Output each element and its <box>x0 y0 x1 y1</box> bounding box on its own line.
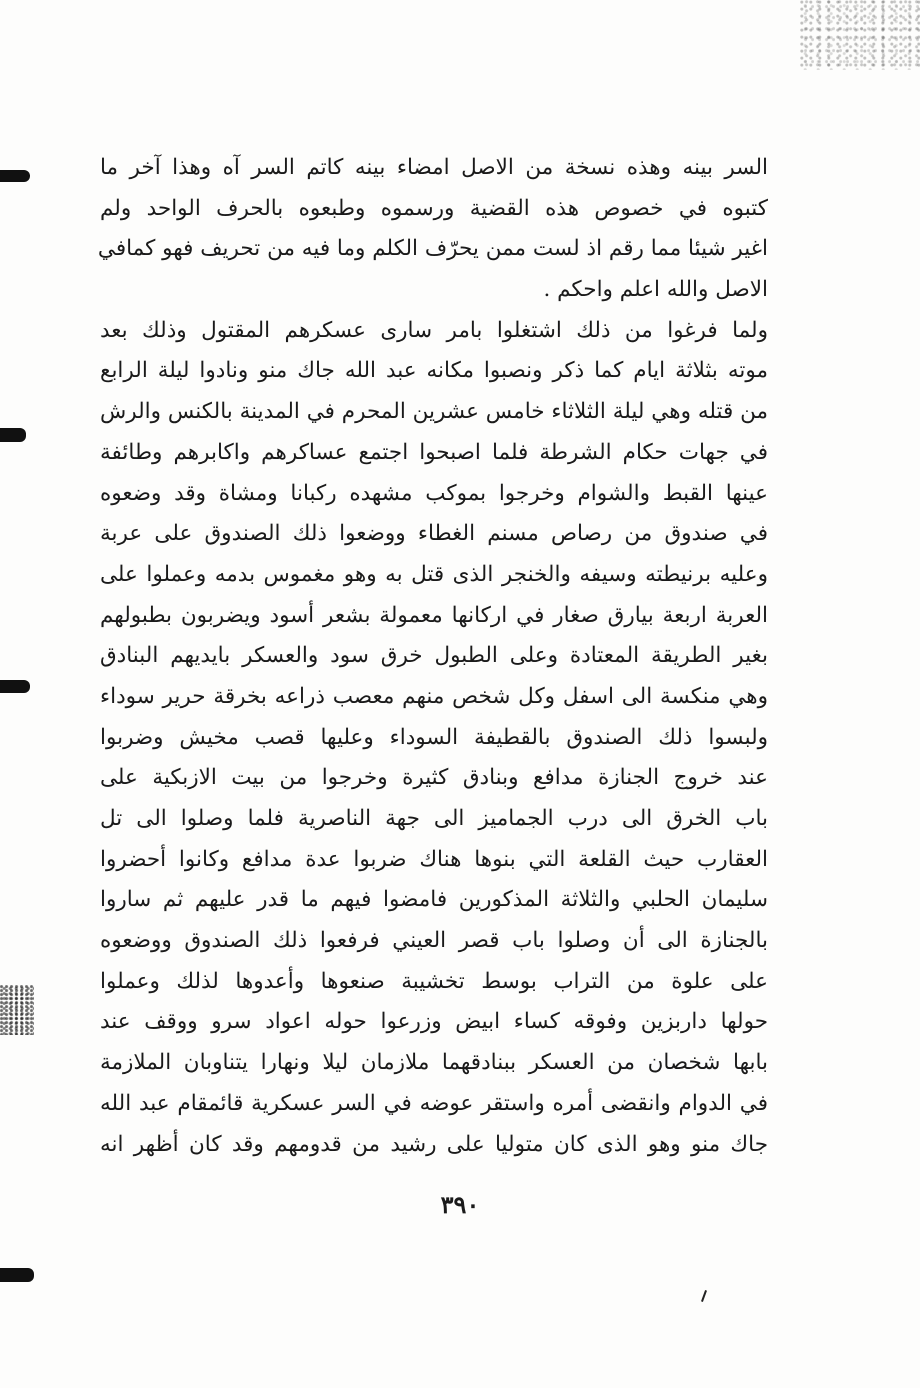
page-number: ٣٩٠ <box>440 1190 480 1219</box>
body-text <box>97 148 768 1165</box>
text-line: وعليه برنيطته وسيفه والخنجر الذى قتل به وهو مغموس بدمه وعملوا على <box>100 561 768 587</box>
text-line: ولما فرغوا من ذلك اشتغلوا بامر سارى عسكرهم المقتول وذلك بعد <box>100 317 768 343</box>
text-line: على علوة من التراب بوسط تخشيبة صنعوها وأعدوها لذلك وعملوا <box>100 968 768 994</box>
text-line: باب الخرق الى درب الجماميز الى جهة الناصرية فلما وصلوا الى تل <box>100 806 768 831</box>
text-line: جاك منو وهو الذى كان متوليا على رشيد من قدومهم وقد كان أظهر انه <box>100 1131 768 1157</box>
text-line: العقارب حيث القلعة التي بنوها هناك ضربوا عدة مدافع وكانوا أحضروا <box>100 846 768 872</box>
text-line: في جهات حكام الشرطة فلما اصبحوا اجتمع عساكرهم واكابرهم وطائفة <box>100 439 768 465</box>
text-line: في صندوق من رصاص مسنم الغطاء ووضعوا ذلك الصندوق على عربة <box>100 521 768 547</box>
margin-binding-mark <box>0 1268 34 1282</box>
text-line: عند خروج الجنازة مدافع وبنادق كثيرة وخرجوا من بيت الازبكية على <box>100 765 768 791</box>
text-line: كتبوه في خصوص هذه القضية ورسموه وطبعوه بالحرف الواحد ولم <box>100 195 768 221</box>
text-line: سليمان الحلبي والثلاثة المذكورين فامضوا فيهم ما قدر عليهم ثم ساروا <box>100 887 768 913</box>
text-line: حولها داربزين وفوقه كساء ابيض وزرعوا حوله اعواد سرو ووقف عند <box>100 1009 768 1035</box>
scan-noise-corner <box>800 0 920 70</box>
margin-binding-mark <box>0 170 30 182</box>
text-line: من قتله وهي ليلة الثلاثاء خامس عشرين المحرم في المدينة بالكنس والرش <box>100 399 768 425</box>
text-line: الاصل والله اعلم واحكم . <box>543 277 768 303</box>
margin-binding-mark <box>0 428 26 442</box>
text-line: بغير الطريقة المعتادة وعلى الطبول خرق سود والعسكر بايديهم البنادق <box>100 643 768 669</box>
text-line: السر بينه وهذه نسخة من الاصل امضاء بينه كاتم السر آه وهذا آخر ما <box>100 155 768 180</box>
text-line: بابها شخصان من العسكر ببنادقهما ملازمان ليلا ونهارا يتناوبان الملازمة <box>100 1050 768 1076</box>
text-line: موته بثلاثة ايام كما ذكر ونصبوا مكانه عبد الله جاك منو ونادوا ليلة الرابع <box>100 358 768 384</box>
scan-noise-edge <box>0 985 34 1035</box>
text-line: العربة اربعة بيارق صغار في اركانها معمولة بشعر أسود ويضربون بطبولهم <box>100 602 768 628</box>
text-line: اغير شيئا مما رقم اذ لست ممن يحرّف الكلم وما فيه من تحريف فهو كمافي <box>97 236 768 262</box>
text-line: في الدوام وانقضى أمره واستقر عوضه في السر عسكرية قائمقام عبد الله <box>100 1090 768 1116</box>
text-line: وهي منكسة الى اسفل وكل شخص منهم معصب ذراعه بخرقة حرير سوداء <box>100 683 768 709</box>
text-line: ولبسوا ذلك الصندوق بالقطيفة السوداء وعليها قصب مخيش وضربوا <box>100 724 768 750</box>
text-line: بالجنازة الى أن وصلوا باب قصر العيني فرفعوا ذلك الصندوق ووضعوه <box>100 928 768 954</box>
margin-binding-mark <box>0 680 30 693</box>
text-line: عينها القبط والشوام وخرجوا بموكب مشهده ركبانا ومشاة وقد وضعوه <box>100 480 768 506</box>
ink-speck <box>701 1290 707 1302</box>
